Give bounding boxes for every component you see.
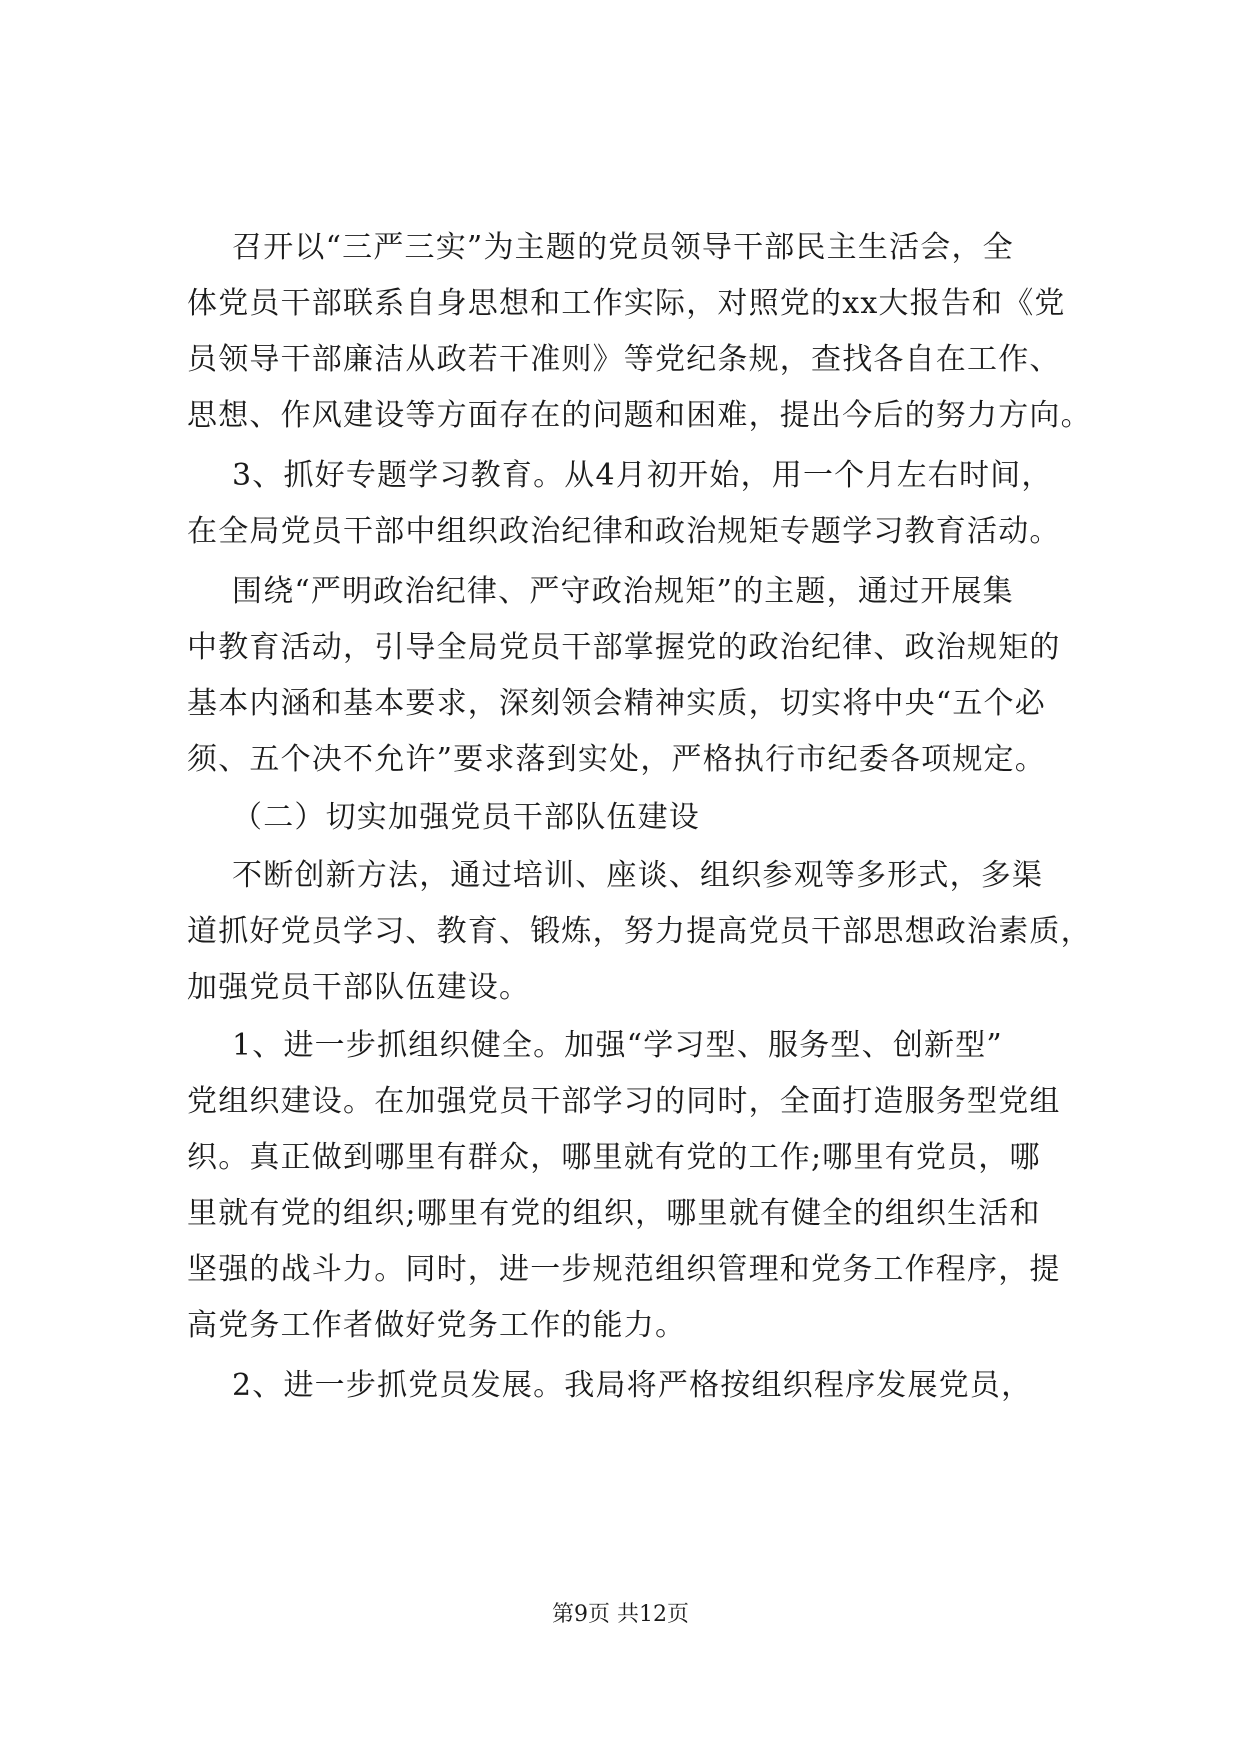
body-line: 须、五个决不允许”要求落到实处，严格执行市纪委各项规定。: [187, 742, 1046, 777]
body-line: 基本内涵和基本要求，深刻领会精神实质，切实将中央“五个必: [187, 686, 1046, 721]
body-line: 1、进一步抓组织健全。加强“学习型、服务型、创新型”: [232, 1028, 1003, 1063]
body-line: 加强党员干部队伍建设。: [187, 970, 531, 1005]
page-footer: 第9页 共12页: [552, 1602, 689, 1627]
body-line: 员领导干部廉洁从政若干准则》等党纪条规，查找各自在工作、: [187, 342, 1061, 377]
body-line: 中教育活动，引导全局党员干部掌握党的政治纪律、政治规矩的: [187, 630, 1061, 665]
body-line: 坚强的战斗力。同时，进一步规范组织管理和党务工作程序，提: [187, 1252, 1061, 1287]
body-line: 党组织建设。在加强党员干部学习的同时，全面打造服务型党组: [187, 1084, 1061, 1119]
body-line: 思想、作风建设等方面存在的问题和困难，提出今后的努力方向。: [187, 398, 1092, 433]
body-line: 里就有党的组织;哪里有党的组织，哪里就有健全的组织生活和: [187, 1196, 1041, 1231]
body-line: 体党员干部联系自身思想和工作实际，对照党的xx大报告和《党: [187, 286, 1066, 321]
body-line: 围绕“严明政治纪律、严守政治规矩”的主题，通过开展集: [232, 574, 1014, 609]
section-heading: （二）切实加强党员干部队伍建设: [232, 800, 700, 835]
body-line: 在全局党员干部中组织政治纪律和政治规矩专题学习教育活动。: [187, 514, 1061, 549]
body-line: 2、进一步抓党员发展。我局将严格按组织程序发展党员，: [232, 1368, 1033, 1403]
body-line: 高党务工作者做好党务工作的能力。: [187, 1308, 687, 1343]
body-line: 不断创新方法，通过培训、座谈、组织参观等多形式，多渠: [232, 858, 1044, 893]
body-line: 织。真正做到哪里有群众，哪里就有党的工作;哪里有党员，哪: [187, 1140, 1041, 1175]
body-line: 3、抓好专题学习教育。从4月初开始，用一个月左右时间，: [232, 458, 1053, 493]
body-line: 道抓好党员学习、教育、锻炼，努力提高党员干部思想政治素质，: [187, 914, 1092, 949]
body-line: 召开以“三严三实”为主题的党员领导干部民主生活会，全: [232, 230, 1014, 265]
